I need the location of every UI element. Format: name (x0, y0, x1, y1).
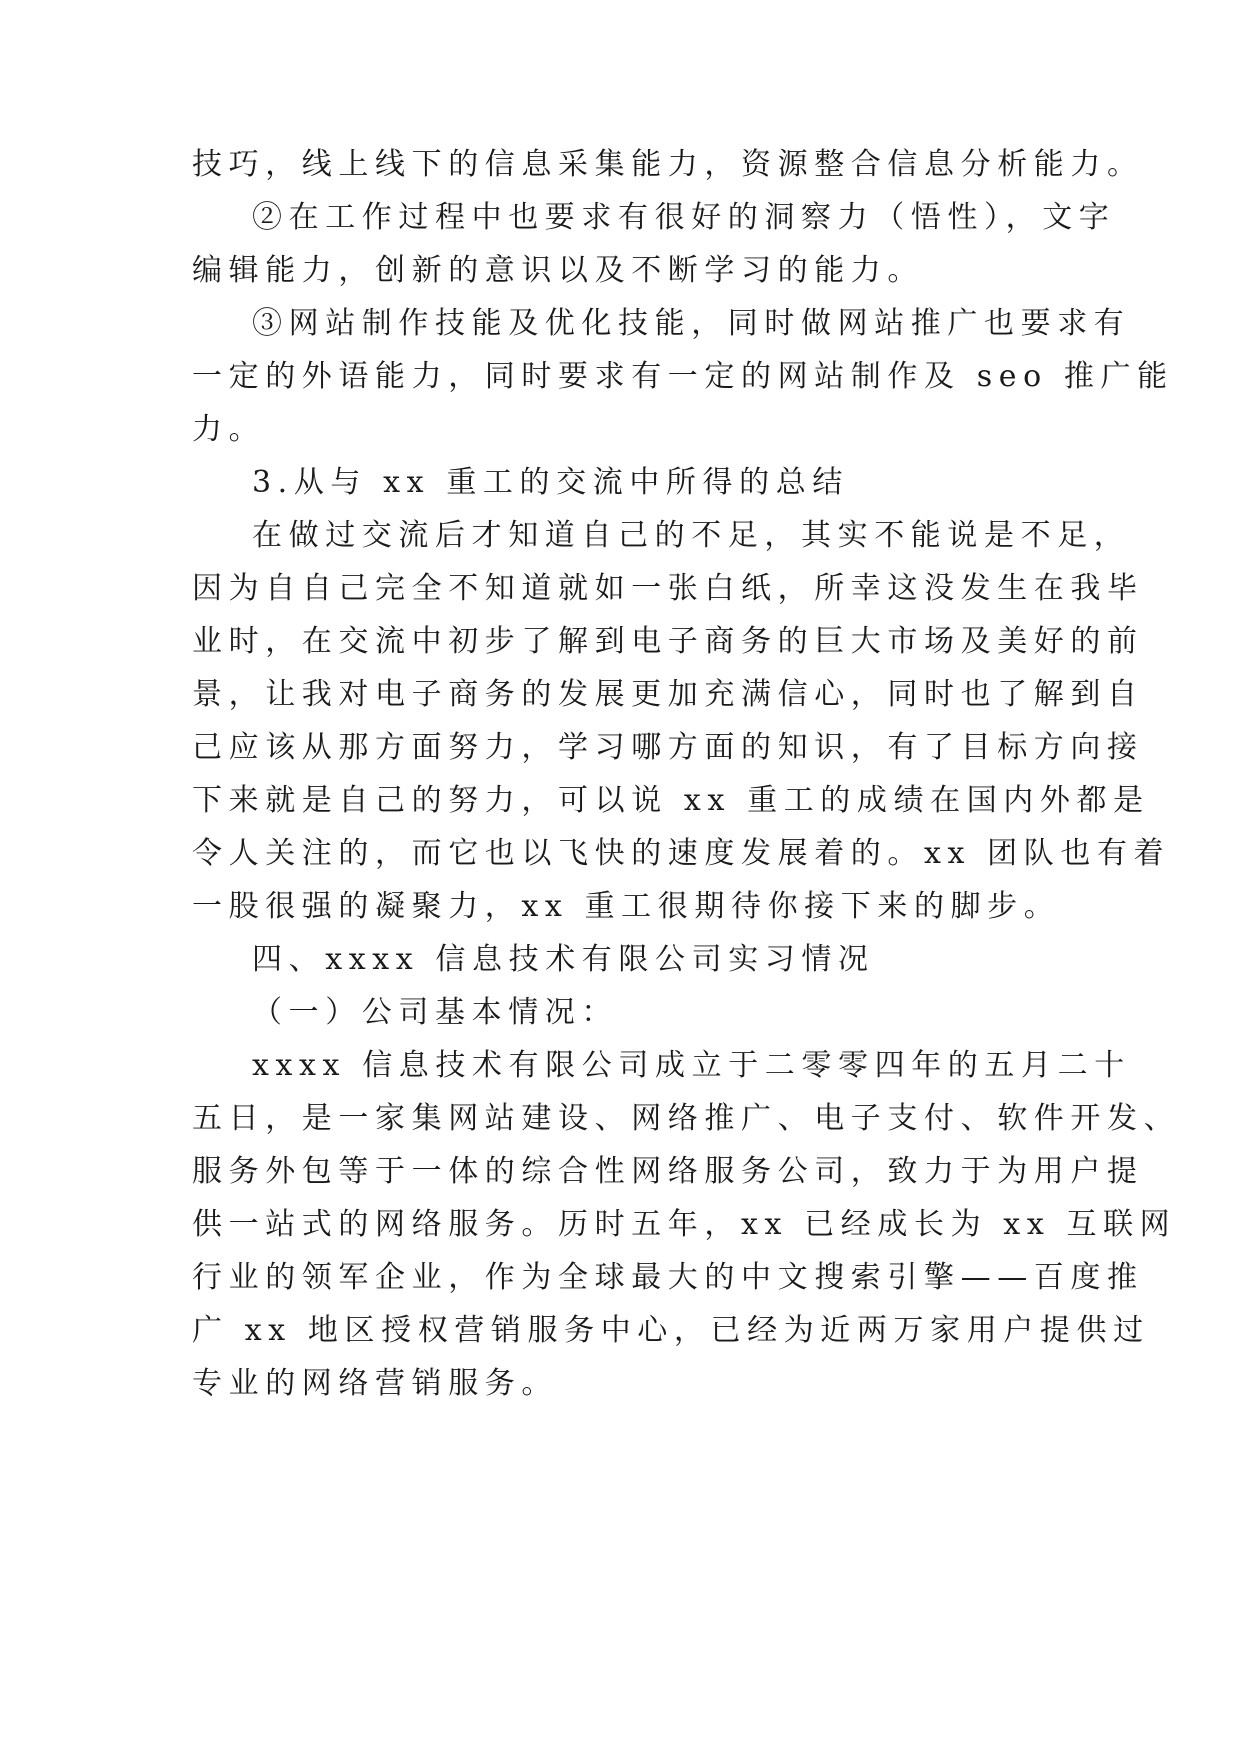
subsection-heading: （一）公司基本情况： (252, 995, 618, 1030)
body-text-line: 技巧，线上线下的信息采集能力，资源整合信息分析能力。 (192, 147, 1144, 182)
body-text-line: 令人关注的，而它也以飞快的速度发展着的。xx 团队也有着 (192, 836, 1171, 871)
body-text-line: 己应该从那方面努力，学习哪方面的知识，有了目标方向接 (192, 730, 1144, 765)
body-text-line: 在做过交流后才知道自己的不足，其实不能说是不足， (252, 518, 1131, 553)
body-text-line: 一股很强的凝聚力，xx 重工很期待你接下来的脚步。 (192, 889, 1061, 924)
body-text-line: 一定的外语能力，同时要求有一定的网站制作及 seo 推广能 (192, 359, 1174, 394)
body-text-line: ②在工作过程中也要求有很好的洞察力（悟性），文字 (252, 200, 1116, 235)
body-text-line: 业时，在交流中初步了解到电子商务的巨大市场及美好的前 (192, 624, 1144, 659)
body-text-line: ③网站制作技能及优化技能，同时做网站推广也要求有 (252, 306, 1131, 341)
body-text-line: 力。 (192, 412, 266, 447)
section-heading: 四、xxxx 信息技术有限公司实习情况 (252, 942, 875, 977)
body-text-line: 下来就是自己的努力，可以说 xx 重工的成绩在国内外都是 (192, 783, 1150, 818)
section-heading: 3.从与 xx 重工的交流中所得的总结 (252, 465, 849, 500)
body-text-line: 供一站式的网络服务。历时五年，xx 已经成长为 xx 互联网 (192, 1207, 1177, 1242)
body-text-line: 服务外包等于一体的综合性网络服务公司，致力于为用户提 (192, 1154, 1144, 1189)
body-text-line: 专业的网络营销服务。 (192, 1366, 558, 1401)
body-text-line: 行业的领军企业，作为全球最大的中文搜索引擎——百度推 (192, 1260, 1144, 1295)
body-text-line: 编辑能力，创新的意识以及不断学习的能力。 (192, 253, 924, 288)
body-text-line: 因为自自己完全不知道就如一张白纸，所幸这没发生在我毕 (192, 571, 1144, 606)
body-text-line: 广 xx 地区授权营销服务中心，已经为近两万家用户提供过 (192, 1313, 1150, 1348)
body-text-line: 景，让我对电子商务的发展更加充满信心，同时也了解到自 (192, 677, 1144, 712)
body-text-line: xxxx 信息技术有限公司成立于二零零四年的五月二十 (252, 1048, 1131, 1083)
body-text-line: 五日，是一家集网站建设、网络推广、电子支付、软件开发、 (192, 1101, 1181, 1136)
